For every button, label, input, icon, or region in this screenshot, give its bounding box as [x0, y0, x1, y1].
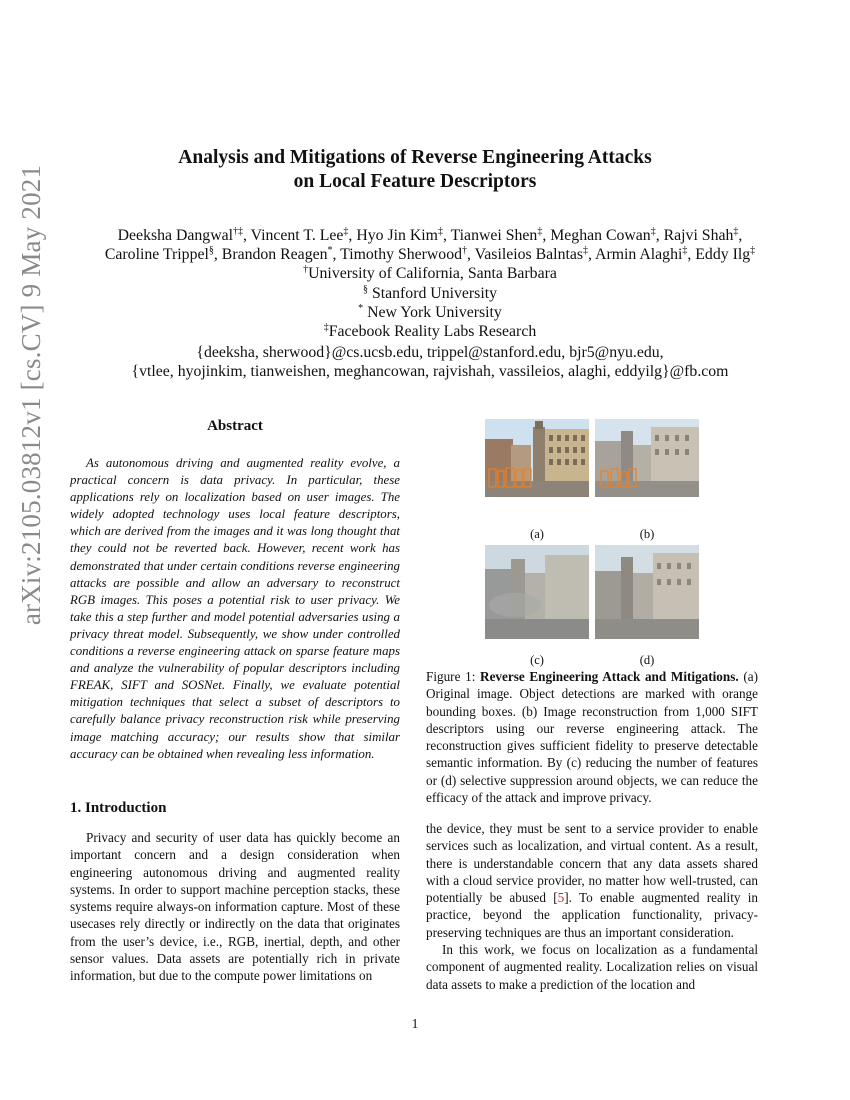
figure-image-selective-suppression — [595, 545, 699, 639]
figure-caption — [426, 668, 758, 806]
author-mark: ‡ — [682, 245, 688, 256]
author: Tianwei Shen — [450, 227, 538, 244]
figure-panel-d — [595, 545, 699, 668]
author-mark: ‡ — [343, 226, 349, 237]
author: Vasileios Balntas — [474, 246, 584, 263]
affiliation-mark: § — [363, 284, 368, 295]
emails-line-1: {deeksha, sherwood}@cs.ucsb.edu, trippel@stanford.edu, bjr5@nyu.edu, — [196, 344, 664, 361]
separator: , — [442, 227, 451, 244]
caption-title: Reverse Engineering Attack and Mitigations. — [480, 669, 739, 684]
affiliation-facebook — [60, 322, 800, 341]
separator: , — [213, 246, 222, 263]
author-mark: † — [462, 245, 468, 256]
right-column-body — [426, 820, 758, 993]
figure-label-d: (d) — [639, 653, 655, 667]
citation-link[interactable]: 5 — [557, 890, 565, 906]
author-mark: ‡ — [650, 226, 656, 237]
figure-image-original — [485, 419, 589, 497]
abstract-text: As autonomous driving and augmented reality evolve, a practical concern is data privacy. In particular, these applications rely on localization based on user images. The widely adopted technology uses local feature descriptors, which are derived from the images and it was long thought that they could not be reverted back. However, recent work has demonstrated that under certain conditions reverse engineering attacks are possible and allow an adversary to reconstruct RGB images. This poses a potential risk to user privacy. We take this a step further and model potential adversaries using a privacy threat model. Subsequently, we show under controlled conditions a reverse engineering attack on sparse feature maps and analyze the vulnerability of popular descriptors including FREAK, SIFT and SOSNet. Finally, we evaluate potential mitigation techniques that select a subset of descriptors to carefully balance privacy reconstruction risk while preserving image matching accuracy; our results show that similar accuracy can be obtained when revealing less information. — [70, 456, 400, 761]
affiliation-text: Stanford University — [368, 285, 497, 302]
author-mark: § — [208, 245, 214, 256]
abstract-heading: Abstract — [207, 418, 263, 434]
affiliation-stanford — [60, 284, 800, 303]
page-number: 1 — [411, 1016, 419, 1031]
author: Vincent T. Lee — [250, 227, 344, 244]
right-paragraph-1 — [426, 820, 758, 941]
author: Meghan Cowan — [550, 227, 651, 244]
separator: , — [542, 227, 551, 244]
plaza-reduced-graphic — [485, 545, 589, 639]
affiliation-text: University of California, Santa Barbara — [308, 265, 557, 282]
separator: , — [738, 227, 743, 244]
author-mark: * — [327, 245, 333, 256]
author-mark: ‡ — [750, 245, 756, 256]
text-run: ]. To enable augmented reality in practice, beyond the application functionality, privacy-preserving techniques are thus an important consideration. — [426, 890, 758, 940]
intro-paragraph: Privacy and security of user data has quickly become an important concern and a design consideration when engineering autonomous driving and augmented reality systems. In order to support machine perception stacks, these systems require always-on information capture. Most of these usecases rely directly or indirectly on the data that originates from the user’s device, i.e., RGB, inertial, depth, and other sensor values. Data assets are potentially rich in private information, but due to the compute power limitations on — [70, 830, 400, 984]
introduction-body — [70, 829, 400, 985]
affiliation-mark: * — [358, 303, 364, 314]
author: Eddy Ilg — [695, 246, 751, 263]
authors-line-1 — [60, 226, 800, 245]
figure-panel-c — [485, 545, 589, 668]
figure-image-reconstruction — [595, 419, 699, 497]
figure-image-reduced-features — [485, 545, 589, 639]
plaza-reconstruction-graphic — [595, 419, 699, 497]
affiliation-mark: ‡ — [323, 322, 329, 333]
affiliation-nyu — [60, 303, 800, 322]
text-run: the device, they must be sent to a service provider to enable services such as localization, and virtual content. As a result, there is understandable concern that any data assets shared with a cloud service provider, no matter how well-trusted, can potentially be abused [ — [426, 821, 758, 906]
figure-label-b: (b) — [639, 527, 655, 541]
affiliation-text: New York University — [363, 304, 502, 321]
figure-panel-a — [485, 419, 589, 542]
author-mark: ‡ — [537, 226, 543, 237]
plaza-original-graphic — [485, 419, 589, 497]
plaza-suppressed-graphic — [595, 545, 699, 639]
figure-label-a: (a) — [530, 527, 544, 541]
figure-label-c: (c) — [530, 653, 544, 667]
affiliation-ucsb — [60, 264, 800, 283]
authors-line-2 — [60, 245, 800, 264]
affiliation-text: Facebook Reality Labs Research — [328, 323, 537, 340]
separator: , — [655, 227, 664, 244]
author: Hyo Jin Kim — [356, 227, 438, 244]
right-paragraph-2: In this work, we focus on localization as a fundamental component of augmented reality. Localization relies on visual data assets to make a prediction of the location and — [426, 942, 758, 992]
author-mark: ‡ — [733, 226, 739, 237]
separator: , — [467, 246, 475, 263]
emails-line-2: {vtlee, hyojinkim, tianweishen, meghancowan, rajvishah, vassileios, alaghi, eddyilg}@fb.com — [131, 363, 729, 380]
section-heading-introduction: 1. Introduction — [70, 800, 167, 816]
author: Deeksha Dangwal — [117, 227, 234, 244]
author: Brandon Reagen — [221, 246, 328, 263]
caption-text: (a) Original image. Object detections are marked with orange bounding boxes. (b) Image reconstruction from 1,000 SIFT descriptors using our reverse engineering attack. The reconstruction gives sufficient fidelity to preserve detectable semantic information. By (c) reducing the number of features or (d) selective suppression around objects, we can reduce the efficacy of the attack and improve privacy. — [426, 669, 758, 806]
separator: , — [243, 227, 251, 244]
paper-title-line-1: Analysis and Mitigations of Reverse Engineering Attacks — [178, 147, 652, 168]
figure-panel-b — [595, 419, 699, 542]
author: Timothy Sherwood — [340, 246, 463, 263]
author-mark: ‡ — [583, 245, 589, 256]
affiliation-mark: † — [303, 264, 309, 275]
author-mark: ‡ — [437, 226, 443, 237]
author: Caroline Trippel — [104, 246, 209, 263]
separator: , — [687, 246, 696, 263]
arxiv-stamp-text: arXiv:2105.03812v1 [cs.CV] 9 May 2021 — [16, 164, 46, 626]
author: Armin Alaghi — [595, 246, 683, 263]
separator: , — [332, 246, 341, 263]
abstract-body — [70, 455, 400, 763]
separator: , — [348, 227, 357, 244]
paper-title-line-2: on Local Feature Descriptors — [293, 171, 537, 192]
caption-prefix: Figure 1: — [426, 669, 481, 684]
author: Rajvi Shah — [663, 227, 734, 244]
separator: , — [588, 246, 596, 263]
author-mark: †‡ — [233, 226, 244, 237]
